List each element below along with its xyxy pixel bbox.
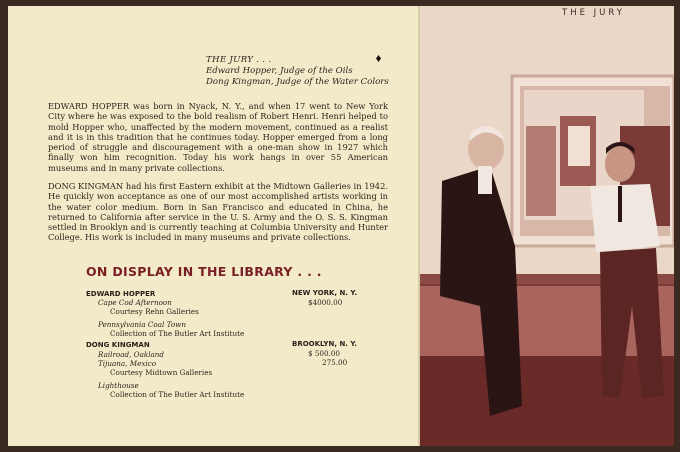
kingman-work-3: Lighthouse xyxy=(98,381,139,390)
hopper-location: NEW YORK, N. Y. xyxy=(292,289,358,297)
kingman-work-2: Tijuana, Mexico xyxy=(98,359,157,368)
right-page xyxy=(420,6,674,446)
jury-heading xyxy=(206,55,389,88)
jury-heading-watercolors: Dong Kingman, Judge of the Water Colors xyxy=(206,77,389,87)
kingman-price-2: 275.00 xyxy=(322,358,348,367)
jury-heading-oils: Edward Hopper, Judge of the Oils xyxy=(206,66,353,76)
hopper-price-1: $4000.00 xyxy=(308,298,343,307)
jury-heading-title: THE JURY . . . xyxy=(206,55,272,65)
hopper-artist-name: EDWARD HOPPER xyxy=(86,290,156,298)
kingman-location: BROOKLYN, N. Y. xyxy=(292,340,357,348)
hopper-credit-1: Courtesy Rehn Galleries xyxy=(110,307,199,316)
kingman-price-1: $ 500.00 xyxy=(308,349,341,358)
kingman-artist-name: DONG KINGMAN xyxy=(86,341,150,349)
kingman-credit-3: Collection of The Butler Art Institute xyxy=(110,390,245,399)
hopper-work-2: Pennsylvania Coal Town xyxy=(98,320,186,329)
photo-label: THE JURY xyxy=(562,8,625,18)
kingman-credit-2: Courtesy Midtown Galleries xyxy=(110,368,213,377)
hopper-bio: EDWARD HOPPER was born in Nyack, N. Y., and when 17 went to New York City where he was exposed to the bold realism of Robert Henri. Henri helped to mold Hopper who, unaffected by the modern movement, continued as a realist and it is in this tradition that he continues today. Hopper emerged from a long period of struggle and discouragement with a one-man show in 1927 which finally won him recognition. Today his work hangs in over 55 American museums and in many private collections. xyxy=(48,101,388,173)
hopper-work-1: Cape Cod Afternoon xyxy=(98,298,172,307)
kingman-bio: DONG KINGMAN had his first Eastern exhibit at the Midtown Galleries in 1942. He quickly won acceptance as one of our most accomplished artists working in the water color medium. Born in San Francisco and educated in China, he returned to California after service in the U. S. Army and the O. S. S. Kingman settled in Brooklyn and is currently teaching at Columbia University and Hunter College. His work is included in many museums and private collections. xyxy=(48,181,388,243)
hopper-credit-2: Collection of The Butler Art Institute xyxy=(110,329,245,338)
kingman-work-1: Railroad, Oakland xyxy=(98,350,165,359)
jury-photograph xyxy=(420,6,674,446)
on-display-title: ON DISPLAY IN THE LIBRARY . . . xyxy=(86,264,322,279)
